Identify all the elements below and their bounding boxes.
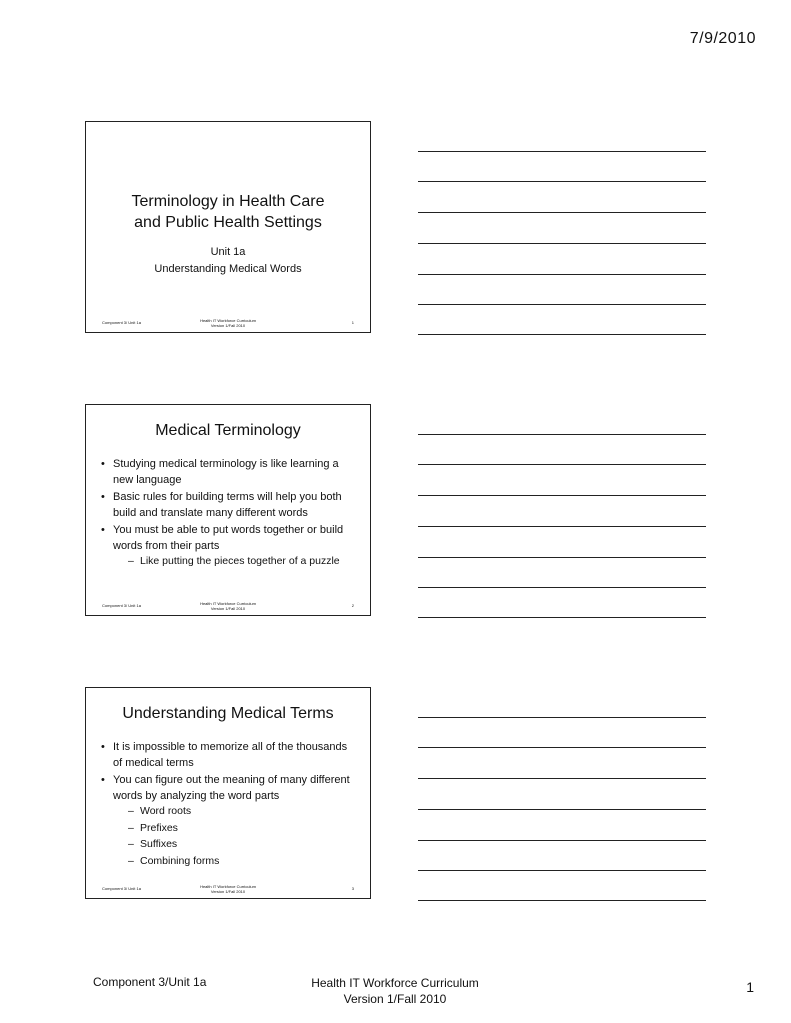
dash-icon: – <box>128 805 134 817</box>
slide-1-title <box>86 191 370 233</box>
note-line <box>418 334 706 335</box>
slide-3-footer-left: Component 3/ Unit 1a <box>102 886 141 891</box>
slide-3-footer-page: 3 <box>351 886 354 891</box>
bullet-icon: • <box>101 491 105 503</box>
sub-list-item <box>113 837 358 853</box>
slide-2-footer-center-line-1: Health IT Workforce Curriculum <box>200 601 256 606</box>
dash-icon: – <box>128 838 134 850</box>
slide-3-footer-center-line-2: Version 1/Fall 2010 <box>210 889 246 894</box>
note-line <box>418 778 706 779</box>
sub-bullet-text: Like putting the pieces together of a puzzle <box>140 555 340 567</box>
slide-3-bullet-list <box>100 740 358 871</box>
note-line <box>418 434 706 435</box>
print-date: 7/9/2010 <box>689 30 756 47</box>
bullet-icon: • <box>101 524 105 536</box>
slide-1-title-line-1: Terminology in Health Care <box>131 193 325 210</box>
note-line <box>418 717 706 718</box>
slide-1-footer-left: Component 3/ Unit 1a <box>102 320 141 325</box>
note-line <box>418 557 706 558</box>
note-line <box>418 900 706 901</box>
bullet-text: Studying medical terminology is like learning a new language <box>113 458 339 486</box>
page-number: 1 <box>746 979 754 995</box>
sub-list-item <box>113 804 358 820</box>
slide-2-sub-list <box>113 554 358 570</box>
note-line <box>418 840 706 841</box>
bullet-text: You must be able to put words together or build words from their parts <box>113 524 344 552</box>
slide-1-footer-center-line-1: Health IT Workforce Curriculum <box>200 318 256 323</box>
slide-2-footer-center-line-2: Version 1/Fall 2010 <box>210 606 246 611</box>
note-line <box>418 181 706 182</box>
slide-3-footer-center <box>86 884 370 894</box>
slide-2-footer-page: 2 <box>351 603 354 608</box>
slide-3-footer-center-line-1: Health IT Workforce Curriculum <box>200 884 256 889</box>
dash-icon: – <box>128 555 134 567</box>
slide-1-footer-center <box>86 318 370 328</box>
page-footer-center-line-1: Health IT Workforce Curriculum <box>311 976 479 990</box>
slide-1-subtitle <box>86 244 370 278</box>
slide-3-thumbnail <box>85 687 371 899</box>
bullet-text: Basic rules for building terms will help you both build and translate many different words <box>113 491 342 519</box>
slide-1-subtitle-line-2: Understanding Medical Words <box>154 263 302 275</box>
sub-list-item <box>113 554 358 570</box>
sub-list-item <box>113 854 358 870</box>
list-item <box>100 523 358 570</box>
slide-2-bullet-list <box>100 457 358 572</box>
slide-3-title: Understanding Medical Terms <box>122 705 334 722</box>
bullet-icon: • <box>101 458 105 470</box>
sub-bullet-text: Prefixes <box>140 821 178 834</box>
note-line <box>418 243 706 244</box>
slide-3-sub-list <box>113 804 358 869</box>
list-item <box>100 457 358 488</box>
note-line <box>418 212 706 213</box>
dash-icon: – <box>128 821 134 834</box>
bullet-icon: • <box>101 741 105 753</box>
note-line <box>418 151 706 152</box>
slide-2-thumbnail <box>85 404 371 616</box>
bullet-text: It is impossible to memorize all of the thousands of medical terms <box>113 741 348 769</box>
slide-2-footer-left: Component 3/ Unit 1a <box>102 603 141 608</box>
bullet-icon: • <box>101 774 105 786</box>
bullet-text: You can figure out the meaning of many different words by analyzing the word parts <box>113 774 350 802</box>
note-line <box>418 274 706 275</box>
note-line <box>418 304 706 305</box>
sub-bullet-text: Suffixes <box>140 838 178 850</box>
slide-1-footer-page: 1 <box>351 320 354 325</box>
slide-1-thumbnail <box>85 121 371 333</box>
note-line <box>418 464 706 465</box>
note-line <box>418 526 706 527</box>
note-line <box>418 617 706 618</box>
note-line <box>418 587 706 588</box>
page-footer-center-line-2: Version 1/Fall 2010 <box>343 992 447 1006</box>
page-footer-center <box>297 975 493 1007</box>
list-item <box>100 740 358 771</box>
sub-list-item <box>113 821 358 837</box>
note-line <box>418 870 706 871</box>
slide-1-title-line-2: and Public Health Settings <box>134 214 322 231</box>
slide-2-footer-center <box>86 601 370 611</box>
list-item <box>100 773 358 869</box>
note-line <box>418 747 706 748</box>
note-line <box>418 809 706 810</box>
dash-icon: – <box>128 854 134 867</box>
sub-bullet-text: Combining forms <box>140 854 220 867</box>
page-footer-left: Component 3/Unit 1a <box>93 975 207 989</box>
slide-1-subtitle-line-1: Unit 1a <box>210 246 246 258</box>
sub-bullet-text: Word roots <box>140 805 192 817</box>
note-line <box>418 495 706 496</box>
slide-2-title: Medical Terminology <box>155 422 301 439</box>
list-item <box>100 490 358 521</box>
slide-1-footer-center-line-2: Version 1/Fall 2010 <box>210 323 246 328</box>
